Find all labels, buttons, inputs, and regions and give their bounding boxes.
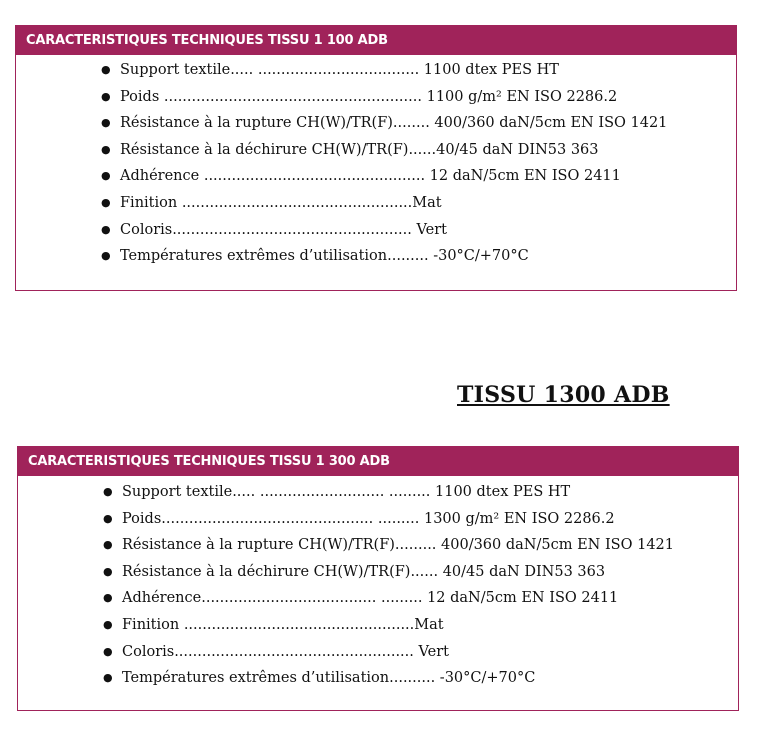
spec-text: Résistance à la déchirure CH(W)/TR(F)......40/45 daN DIN53 363 — [120, 141, 599, 158]
spec-text: Finition ..................................................Mat — [122, 616, 444, 633]
spec-text: Températures extrêmes d’utilisation.......... -30°C/+70°C — [122, 670, 536, 687]
spec-box-1300 — [17, 446, 739, 711]
spec-item — [18, 612, 738, 639]
spec-text: Adhérence...................................... ......... 12 daN/5cm EN ISO 2411 — [122, 590, 619, 607]
bullet-icon: ● — [103, 511, 113, 525]
spec-list — [18, 476, 738, 692]
spec-item — [16, 190, 736, 217]
spec-item — [18, 479, 738, 506]
spec-item — [16, 163, 736, 190]
spec-item — [16, 217, 736, 244]
spec-item — [16, 137, 736, 164]
spec-item — [18, 532, 738, 559]
spec-text: Résistance à la déchirure CH(W)/TR(F)...... 40/45 daN DIN53 363 — [122, 563, 606, 580]
spec-text: Poids.............................................. ......... 1300 g/m² EN ISO 2286.2 — [122, 510, 615, 527]
spec-list — [16, 55, 736, 270]
bullet-icon: ● — [103, 671, 113, 685]
bullet-icon: ● — [101, 222, 111, 236]
spec-text: Poids ........................................................ 1100 g/m² EN ISO 2286.2 — [120, 88, 618, 105]
spec-box-1100 — [15, 25, 737, 291]
spec-text: Finition ..................................................Mat — [120, 194, 442, 211]
spec-item — [16, 243, 736, 270]
section-title: TISSU 1300 ADB — [457, 382, 670, 408]
spec-item — [18, 506, 738, 533]
bullet-icon: ● — [103, 538, 113, 552]
spec-box-header: CARACTERISTIQUES TECHNIQUES TISSU 1 100 ADB — [16, 26, 736, 55]
bullet-icon: ● — [101, 195, 111, 209]
spec-text: Résistance à la rupture CH(W)/TR(F)........ 400/360 daN/5cm EN ISO 1421 — [120, 115, 668, 132]
spec-box-header: CARACTERISTIQUES TECHNIQUES TISSU 1 300 ADB — [18, 447, 738, 476]
bullet-icon: ● — [101, 142, 111, 156]
spec-item — [18, 585, 738, 612]
spec-text: Coloris.................................................... Vert — [120, 221, 447, 238]
spec-text: Support textile..... ........................... ......... 1100 dtex PES HT — [122, 484, 571, 500]
spec-item — [16, 57, 736, 84]
bullet-icon: ● — [101, 89, 111, 103]
bullet-icon: ● — [103, 644, 113, 658]
spec-item — [16, 110, 736, 137]
spec-text: Coloris.................................................... Vert — [122, 643, 449, 660]
spec-item — [18, 559, 738, 586]
bullet-icon: ● — [101, 63, 111, 76]
spec-item — [18, 639, 738, 666]
spec-text: Support textile..... ................................... 1100 dtex PES HT — [120, 62, 559, 78]
bullet-icon: ● — [101, 116, 111, 130]
spec-item — [18, 665, 738, 692]
bullet-icon: ● — [103, 564, 113, 578]
bullet-icon: ● — [103, 617, 113, 631]
spec-text: Résistance à la rupture CH(W)/TR(F)......... 400/360 daN/5cm EN ISO 1421 — [122, 537, 675, 554]
bullet-icon: ● — [101, 169, 111, 183]
bullet-icon: ● — [101, 249, 111, 263]
bullet-icon: ● — [103, 591, 113, 605]
spec-text: Adhérence ................................................ 12 daN/5cm EN ISO 2411 — [120, 168, 621, 185]
spec-item — [16, 84, 736, 111]
bullet-icon: ● — [103, 485, 113, 498]
spec-text: Températures extrêmes d’utilisation......... -30°C/+70°C — [120, 248, 529, 265]
